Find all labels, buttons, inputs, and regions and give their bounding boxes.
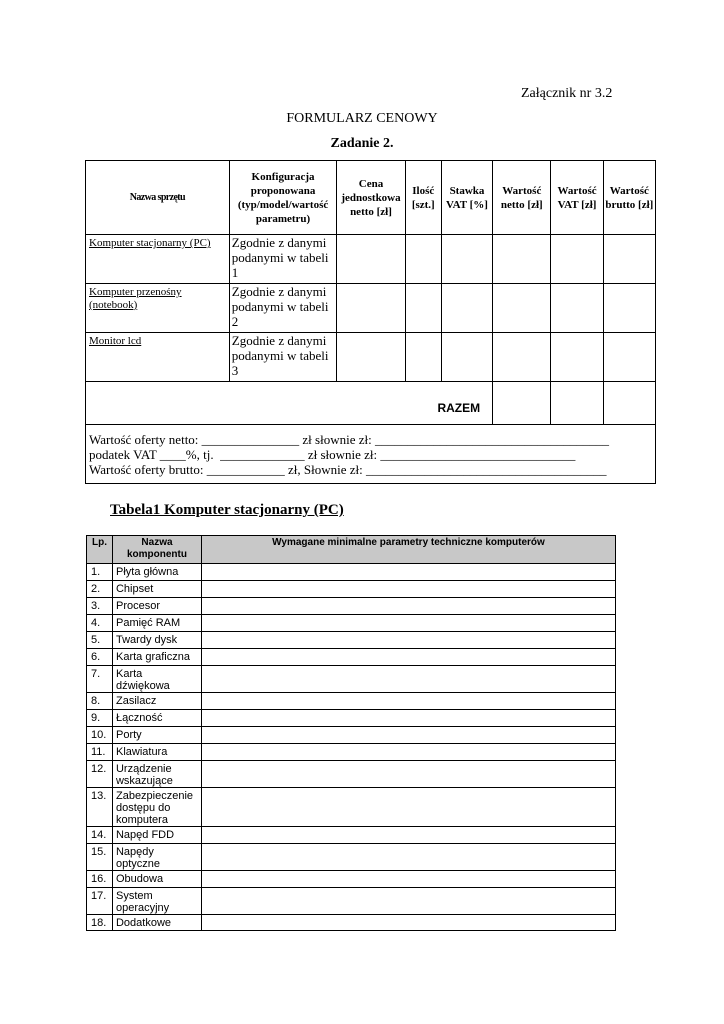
parameter-cell[interactable]	[201, 827, 615, 844]
summary-row	[86, 425, 656, 484]
gross-value-cell[interactable]	[603, 235, 655, 284]
net-value-cell[interactable]	[493, 284, 551, 333]
column-header: Wartość netto [zł]	[493, 161, 551, 235]
table-row	[87, 727, 616, 744]
component-name-text: Dodatkowe	[115, 917, 172, 929]
column-header: Lp.	[87, 536, 113, 564]
table-row	[86, 235, 656, 284]
vat-rate-cell[interactable]	[441, 235, 492, 284]
table-row	[87, 761, 616, 788]
table-row	[87, 744, 616, 761]
component-name: Porty	[112, 727, 201, 744]
gross-value-cell[interactable]	[603, 333, 655, 382]
component-name: Płyta główna	[112, 564, 201, 581]
item-config: Zgodnie z danymi podanymi w tabeli 2	[229, 284, 337, 333]
column-header: Ilość [szt.]	[405, 161, 441, 235]
task-title: Zadanie 2.	[330, 136, 394, 151]
unit-price-cell[interactable]	[337, 235, 405, 284]
row-number: 3.	[87, 598, 113, 615]
item-config: Zgodnie z danymi podanymi w tabeli 1	[229, 235, 337, 284]
table-row	[86, 284, 656, 333]
column-header: Konfiguracja proponowana (typ/model/wartość parametru)	[229, 161, 337, 235]
row-number: 6.	[87, 649, 113, 666]
parameter-cell[interactable]	[201, 710, 615, 727]
row-number: 4.	[87, 615, 113, 632]
table-row	[87, 844, 616, 871]
component-name: Urządzenie wskazujące	[112, 761, 201, 788]
column-header: Wartość brutto [zł]	[603, 161, 655, 235]
total-row	[86, 382, 656, 425]
parameter-cell[interactable]	[201, 761, 615, 788]
row-number: 2.	[87, 581, 113, 598]
vat-rate-cell[interactable]	[441, 284, 492, 333]
component-name: Pamięć RAM	[112, 615, 201, 632]
component-name	[112, 915, 201, 931]
row-number: 5.	[87, 632, 113, 649]
component-name: Obudowa	[112, 871, 201, 888]
parameter-cell[interactable]	[201, 888, 615, 915]
quantity-cell[interactable]	[405, 235, 441, 284]
table-row	[87, 598, 616, 615]
price-table-header	[86, 161, 656, 235]
row-number: 17.	[87, 888, 113, 915]
table-row	[87, 615, 616, 632]
table-row	[87, 581, 616, 598]
summary-net-line[interactable]: Wartość oferty netto: _______________ zł słownie zł: ____________________________________	[89, 432, 609, 447]
parameter-cell[interactable]	[201, 727, 615, 744]
vat-value-cell[interactable]	[551, 333, 603, 382]
row-number: 9.	[87, 710, 113, 727]
table-row	[87, 827, 616, 844]
column-header: Stawka VAT [%]	[441, 161, 492, 235]
table-row	[86, 333, 656, 382]
net-value-cell[interactable]	[493, 333, 551, 382]
table-row	[87, 710, 616, 727]
parameter-cell[interactable]	[201, 693, 615, 710]
summary-gross-line[interactable]: Wartość oferty brutto: ____________ zł, Słownie zł: _____________________________________	[89, 462, 607, 477]
total-vat-cell[interactable]	[551, 382, 603, 425]
component-name: Napędy optyczne	[112, 844, 201, 871]
table-row	[87, 871, 616, 888]
table-row	[87, 649, 616, 666]
parameter-cell[interactable]	[201, 615, 615, 632]
item-name: Monitor lcd	[86, 333, 230, 382]
row-number: 8.	[87, 693, 113, 710]
vat-value-cell[interactable]	[551, 284, 603, 333]
total-gross-cell[interactable]	[603, 382, 655, 425]
component-name: Klawiatura	[112, 744, 201, 761]
parameter-cell[interactable]	[201, 598, 615, 615]
component-name: Twardy dysk	[112, 632, 201, 649]
offer-summary	[86, 425, 656, 484]
parameter-cell[interactable]	[201, 871, 615, 888]
component-name: Procesor	[112, 598, 201, 615]
unit-price-cell[interactable]	[337, 333, 405, 382]
table-row	[87, 788, 616, 827]
vat-value-cell[interactable]	[551, 235, 603, 284]
summary-vat-line[interactable]: podatek VAT ____%, tj. _____________ zł słownie zł: ______________________________	[89, 447, 576, 462]
table-row	[87, 888, 616, 915]
annex-number: Załącznik nr 3.2	[521, 86, 613, 101]
parameter-cell[interactable]	[201, 744, 615, 761]
form-title: FORMULARZ CENOWY	[286, 111, 438, 126]
parameter-cell[interactable]	[201, 649, 615, 666]
column-header: Nazwa komponentu	[112, 536, 201, 564]
parameter-cell[interactable]	[201, 666, 615, 693]
table-row	[87, 632, 616, 649]
table-row	[87, 915, 616, 931]
component-name: Karta dźwiękowa	[112, 666, 201, 693]
item-config: Zgodnie z danymi podanymi w tabeli 3	[229, 333, 337, 382]
total-label: RAZEM	[86, 382, 493, 425]
component-name: Łączność	[112, 710, 201, 727]
parameter-cell[interactable]	[201, 788, 615, 827]
table-row	[87, 666, 616, 693]
component-name: Zasilacz	[112, 693, 201, 710]
row-number: 10.	[87, 727, 113, 744]
component-name: Chipset	[112, 581, 201, 598]
gross-value-cell[interactable]	[603, 284, 655, 333]
row-number: 16.	[87, 871, 113, 888]
parameter-cell[interactable]	[201, 844, 615, 871]
row-number: 1.	[87, 564, 113, 581]
column-header: Wartość VAT [zł]	[551, 161, 603, 235]
row-number: 11.	[87, 744, 113, 761]
row-number: 12.	[87, 761, 113, 788]
parameter-cell[interactable]	[201, 564, 615, 581]
table-row	[87, 564, 616, 581]
table1-title: Tabela1 Komputer stacjonarny (PC)	[110, 502, 344, 518]
item-name: Komputer przenośny (notebook)	[86, 284, 230, 333]
quantity-cell[interactable]	[405, 284, 441, 333]
price-table	[85, 160, 656, 484]
total-net-cell[interactable]	[493, 382, 551, 425]
table-row	[87, 693, 616, 710]
row-number: 14.	[87, 827, 113, 844]
column-header: Cena jednostkowa netto [zł]	[337, 161, 405, 235]
component-name: Karta graficzna	[112, 649, 201, 666]
component-name: System operacyjny	[112, 888, 201, 915]
parameters-table	[86, 535, 616, 931]
quantity-cell[interactable]	[405, 333, 441, 382]
unit-price-cell[interactable]	[337, 284, 405, 333]
row-number: 15.	[87, 844, 113, 871]
column-header: Nazwa sprzętu	[86, 161, 230, 235]
vat-rate-cell[interactable]	[441, 333, 492, 382]
row-number: 7.	[87, 666, 113, 693]
net-value-cell[interactable]	[493, 235, 551, 284]
item-name: Komputer stacjonarny (PC)	[86, 235, 230, 284]
parameters-header	[87, 536, 616, 564]
column-header: Wymagane minimalne parametry techniczne komputerów	[201, 536, 615, 564]
row-number: 13.	[87, 788, 113, 827]
parameter-cell[interactable]	[201, 581, 615, 598]
component-name: Napęd FDD	[112, 827, 201, 844]
row-number: 18.	[87, 915, 113, 931]
parameter-cell[interactable]	[201, 915, 615, 931]
parameter-cell[interactable]	[201, 632, 615, 649]
component-name: Zabezpieczenie dostępu do komputera	[112, 788, 201, 827]
